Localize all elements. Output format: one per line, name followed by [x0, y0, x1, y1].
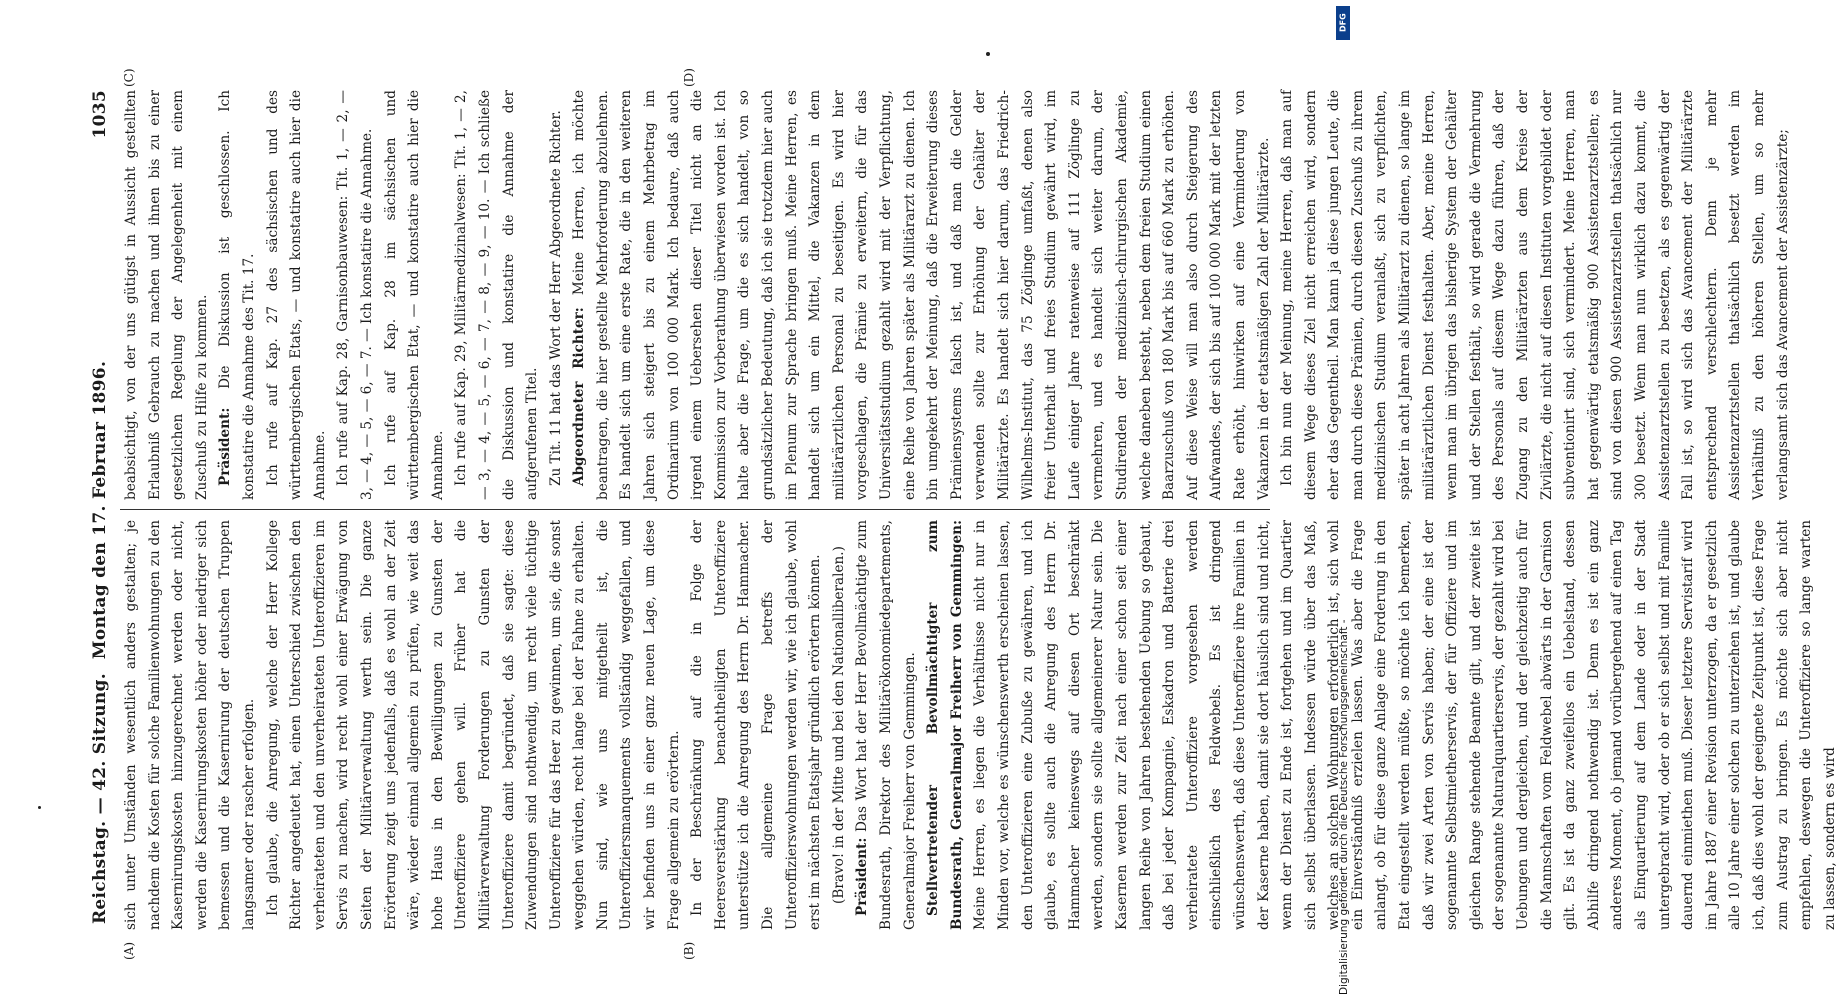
scan-speck — [986, 52, 990, 56]
marker-c: (C) — [122, 68, 136, 87]
scan-speck — [38, 806, 41, 809]
right-paragraph: Ich rufe auf Kap. 29, Militärmedizinalwesen: Tit. 1, — 2, — 3, — 4, — 5, — 6, — 7, — 8, — 9, — 10. — Ich schließe die Diskussion und konstatire die Annahme der aufgerufenen Titel. — [453, 90, 541, 500]
left-paragraph: Ich glaube, die Anregung, welche der Herr Kollege Richter angedeutet hat, einen Unterschied zwischen den verheirateten und den unverheirateten Unteroffizieren im Servis zu machen, wird recht wohl einer Erwägung von Seiten der Militärverwaltung werth sein. Die ganze Erörterung zeigt uns jedenfalls, daß es wohl an der Zeit wäre, wieder einmal allgemein zu prüfen, wie weit das hohe Haus in den Bewilligungen zu Gunsten der Unteroffiziere gehen will. Früher hat die Militärverwaltung Forderungen zu Gunsten der Unteroffiziere damit begründet, daß sie sagte: diese Zuwendungen sind nothwendig, um recht viele tüchtige Unteroffiziere für das Heer zu gewinnen, um sie, die sonst weggehen würden, recht lange bei der Fahne zu erhalten. Nun sind, wie uns mitgetheilt ist, die Unteroffiziersmanquements vollständig weggefallen, und wir befinden uns in einer ganz neuen Lage, um diese Frage allgemein zu erörtern. — [264, 520, 682, 930]
applause-note: (Bravo! in der Mitte und bei den Nationalliberalen.) — [830, 546, 847, 904]
marker-a: (A) — [122, 941, 136, 960]
speaker-label: Präsident: — [217, 407, 234, 486]
right-paragraph: Ich rufe auf Kap. 28, Garnisonbauwesen: Tit. 1, — 2, — 3, — 4, — 5, — 6, — 7. — Ich konstatire die Annahme. — [335, 90, 375, 500]
right-paragraph: beabsichtigt, von der uns gütigst in Aussicht gestellten Erlaubniß Gebrauch zu machen und ihnen bis zu einer gesetzlichen Regelung der Angelegenheit mit einem Zuschuß zu Hilfe zu kommen. — [123, 90, 210, 500]
right-paragraph — [568, 90, 1276, 500]
header-left: Reichstag. — 42. Sitzung. — [90, 673, 110, 924]
left-paragraph: In der Beschränkung auf die in Folge der Heeresverstärkung benachtheiligten Unteroffiziere unterstütze ich die Anregung des Herrn Dr. Hammacher. Die allgemeine Frage betreffs der Unteroffizierswohnungen werden wir, wie ich glaube, wohl erst im nächsten Etatsjahr gründlich erörtern können. — [689, 520, 824, 930]
marker-b: (B) — [682, 941, 696, 960]
dfg-logo: DFG — [1336, 6, 1350, 40]
header-date: Montag den 17. Februar 1896. — [90, 360, 110, 660]
right-paragraph: Ich bin nun der Meinung, meine Herren, daß man auf diesem Wege dieses Ziel nicht erreichen wird, sondern eher das Gegentheil. Man kann ja diese jungen Leute, die man durch diese Prämien, durch diesen Zuschuß zu ihrem medizinischen Studium veranlaßt, sich zu verpflichten, später in acht Jahren als Militärarzt zu dienen, so lange im militärärztlichen Dienst festhalten. Aber, meine Herren, wenn man im übrigen das bisherige System der Gehälter und der Stellen festhält, so wird gerade die Vermehrung des Personals auf diesem Wege dazu führen, daß der Zugang zu den Militärärzten aus dem Kreise der Zivilärzte, die nicht auf diesen Instituten vorgebildet oder subventionirt sind, sich vermindert. Meine Herren, man hat gegenwärtig etatsmäßig 900 Assistenzarztstellen; es sind von diesen 900 Assistenzarztstellen thatsächlich nur 300 besetzt. Wenn man nun wirklich dazu kommt, die Assistenzarztstellen zu besetzen, als es gegenwärtig der Fall ist, so wird sich das Avancement der Militärärzte entsprechend verschlechtern. Denn je mehr Assistenzarztstellen thatsächlich besetzt werden im Verhältniß zu den höheren Stellen, um so mehr verlangsamt sich das Avancement der Assistenzärzte; — [1279, 90, 1791, 500]
speech-text: Das Wort hat der Herr Bevollmächtigte zum Bundesrath, Direktor des Militärökonomiedepartements, Generalmajor Freiherr von Gemmingen. — [854, 520, 918, 930]
speaker-label: Präsident: — [854, 837, 871, 916]
right-paragraph: Ich rufe auf Kap. 28 im sächsischen und württembergischen Etat, — und konstatire auch hier die Annahme. — [382, 90, 446, 500]
speech-text: Meine Herren, ich möchte beantragen, die hier gestellte Mehrforderung abzulehnen. Es handelt sich um eine erste Rate, die in den weiteren Jahren sich steigert bis zu einem Mehrbetrag im Ordinarium von 100 000 Mark. Ich bedaure, daß auch irgend einem Uebersehen dieser Titel nicht an die Kommission zur Vorberathung überwiesen worden ist. Ich halte aber die Frage, um die es sich handelt, von so grundsätzlicher Bedeutung, daß ich sie trotzdem hier auch im Plenum zur Sprache bringen muß. Meine Herren, es handelt sich um ein Mittel, die Vakanzen in dem militärärztlichen Personal zu beseitigen. Es wird hier vorgeschlagen, die Prämie zu erweitern, die für das Universitätsstudium gezahlt wird mit der Verpflichtung, eine Reihe von Jahren später als Militärarzt zu dienen. Ich bin umgekehrt der Meinung, daß die Erweiterung dieses Prämiensystems falsch ist, und daß man die Gelder verwenden sollte zur Erhöhung der Gehälter der Militärärzte. Es handelt sich hier darum, das Friedrich-Wilhelms-Institut, das 75 Zöglinge umfaßt, denen also freier Unterhalt und freies Studium gewährt wird, im Laufe einiger Jahre ratenweise auf 111 Zöglinge zu vermehren, und es handelt sich weiter darum, der Studirenden der medizinisch-chirurgischen Akademie, welche daneben besteht, neben dem freien Studium einen Baarzuschuß von 180 Mark bis auf 660 Mark zu erhöhen. Auf diese Weise will man also durch Steigerung des Aufwandes, der sich bis auf 100 000 Mark mit der letzten Rate erhöht, hinwirken auf eine Verminderung von Vakanzen in der etatsmäßigen Zahl der Militärärzte. — [571, 89, 1272, 500]
digitization-credit: Digitalisierung gefördert durch die Deutsche Forschungsgemeinschaft - — [1338, 619, 1350, 995]
left-paragraph — [851, 520, 922, 930]
marker-d: (D) — [682, 68, 696, 87]
left-paragraph: sich unter Umständen wesentlich anders gestalten; je nachdem die Kosten für solche Familienwohnungen zu den Kasernirungskosten hinzugerechnet werden oder nicht, werden die Kasernirungskosten höher oder niedriger sich bemessen und die Kasernirung der deutschen Truppen langsamer oder rascher erfolgen. — [123, 520, 257, 930]
speaker-label: Abgeordneter Richter: — [571, 307, 588, 486]
speech-text: Die Diskussion ist geschlossen. Ich konstatire die Annahme des Tit. 17. — [217, 89, 257, 500]
left-column — [120, 520, 1842, 930]
page-number: 1035 — [90, 90, 110, 139]
right-paragraph — [214, 90, 261, 500]
column-rule — [120, 509, 1270, 510]
right-paragraph: Zu Tit. 11 hat das Wort der Herr Abgeordnete Richter. — [547, 110, 564, 486]
speaker-label: Stellvertretender Bevollmächtigter zum Bundesrath, Generalmajor Freiherr von Gemmingen: — [925, 520, 965, 930]
right-column — [120, 90, 1795, 500]
speech-text: Meine Herren, es liegen die Verhältnisse nicht nur in Minden vor, welche es wünschenswerth erscheinen lassen, den Unteroffizieren eine Zubuße zu gewähren, und ich glaube, es sollte auch die Anregung des Herrn Dr. Hammacher keineswegs auf diesen Ort beschränkt werden, sondern sie sollte allgemeinerer Natur sein. Die Kasernen werden zur Zeit nach einer schon seit einer langen Reihe von Jahren bestehenden Uebung so gebaut, daß bei jeder Kompagnie, Eskadron und Batterie drei verheiratete Unteroffiziere vorgesehen werden einschließlich des Feldwebels. Es ist dringend wünschenswerth, daß diese Unteroffiziere ihre Familien in der Kaserne haben, damit sie dort häuslich sind und nicht, wenn der Dienst zu Ende ist, fortgehen und im Quartier sich selbst überlassen. Indessen würde über das Maß, welches an solchen Wohnungen erforderlich ist, sich wohl ein Einverständniß erzielen lassen. Was aber die Frage anlangt, ob für diese ganze Anlage eine Forderung in den Etat eingestellt werden müßte, so möchte ich bemerken, daß wir zwei Arten von Servis haben; der eine ist der sogenannte Selbstmietherservis, der für Offiziere und im gleichen Range stehende Beamte gilt, und der zweite ist der sogenannte Naturalquartierservis, der gezahlt wird bei Uebungen und dergleichen, und der gleichzeitig auch für die Mannschaften vom Feldwebel abwärts in der Garnison gilt. Es ist da ganz zweifellos ein Uebelstand, dessen Abhilfe dringend nothwendig ist. Denn es ist ein ganz anderes Moment, ob jemand vorübergehend auf einen Tag als Einquartierung auf dem Lande oder in der Stadt untergebracht wird, oder ob er sich selbst und mit Familie dauernd einmiethen muß. Dieser letztere Servistarif wird im Jahre 1887 einer Revision unterzogen, da er gesetzlich alle 10 Jahre einer solchen zu unterziehen ist, und glaube ich, daß dies wohl der geeignete Zeitpunkt ist, diese Frage zum Austrag zu bringen. Es möchte sich aber nicht empfehlen, deswegen die Unteroffiziere so lange warten zu lassen, sondern es wird — [972, 520, 1838, 930]
right-paragraph: Ich rufe auf Kap. 27 des sächsischen und des württembergischen Etats, — und konstatire auch hier die Annahme. — [264, 90, 328, 500]
running-head — [88, 90, 114, 930]
left-paragraph — [922, 520, 1842, 930]
